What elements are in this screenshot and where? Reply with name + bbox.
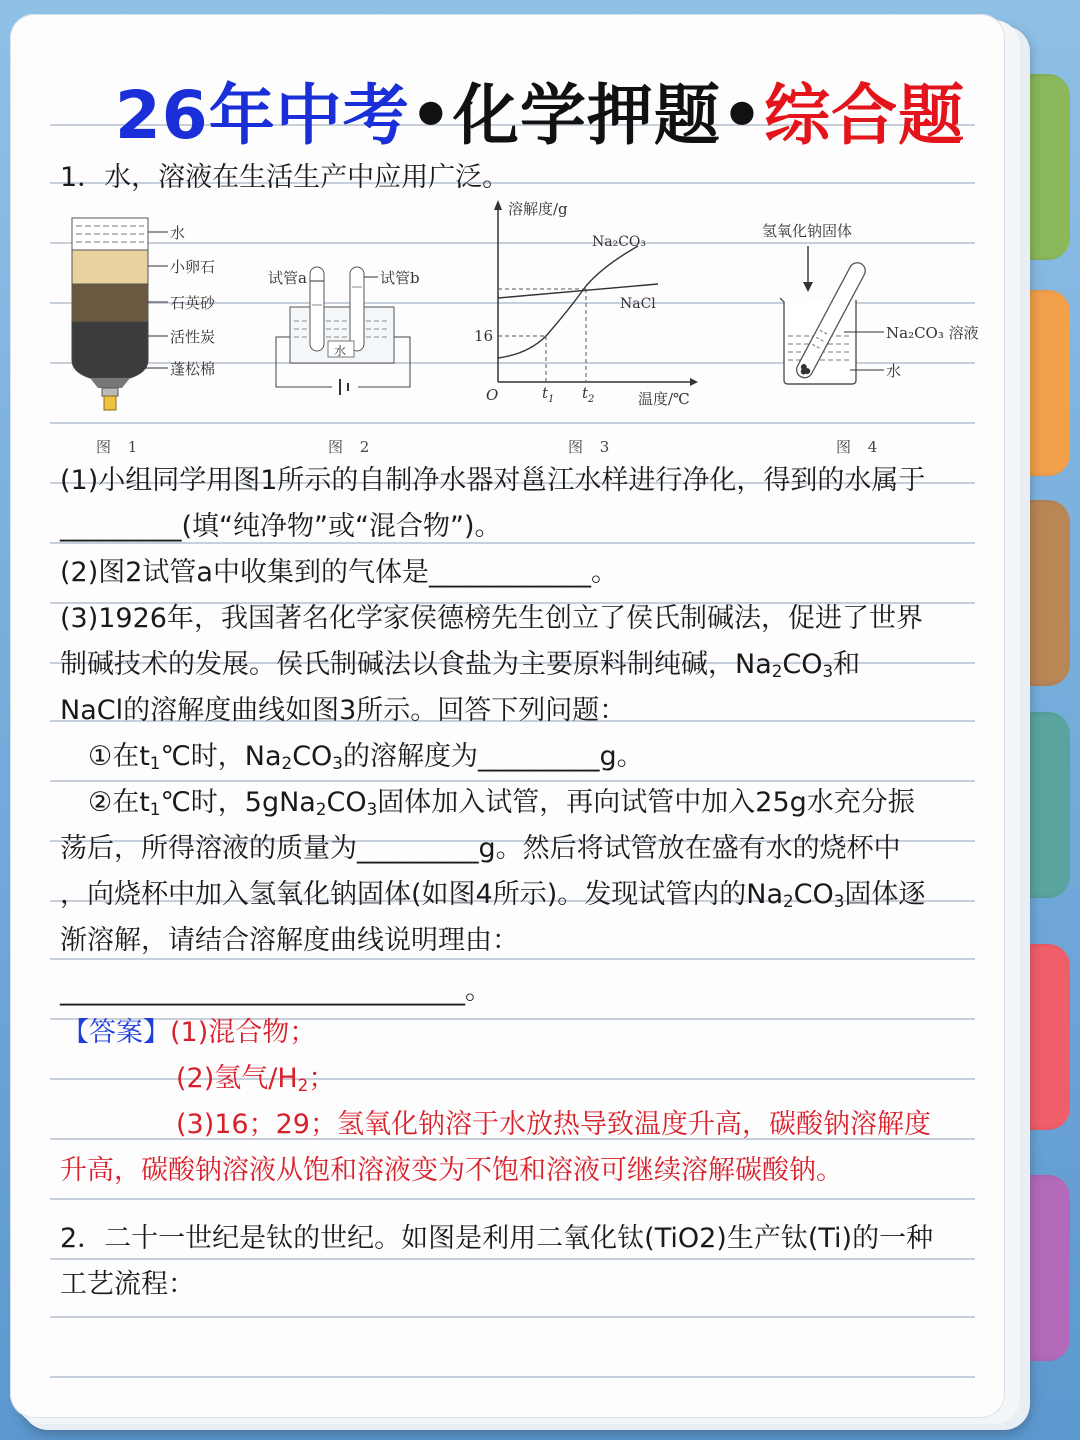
q1-sub2-answer-blank: ______________________________。 <box>60 975 492 1006</box>
fig3-series-na2co3: Na₂CO₃ <box>592 234 647 250</box>
fig3-x-tick-t2: $t_2$ <box>582 384 595 405</box>
fig1-label-quartz-sand: 石英砂 <box>170 294 216 312</box>
q1-part1-line2: _________(填“纯净物”或“混合物”)。 <box>60 511 502 542</box>
fig4-label-naoh-solid: 氢氧化钠固体 <box>762 222 853 240</box>
fig3-origin: O <box>486 386 499 404</box>
figure-4-beaker <box>760 212 996 402</box>
fig1-label-water: 水 <box>170 224 186 242</box>
fig1-label-cotton: 蓬松棉 <box>170 360 216 378</box>
title-part3: 综合题 <box>764 77 966 154</box>
q1-sub2-line1: ②在$t_1℃$时，$5gNa_2CO_3$固体加入试管，再向试管中加入25g水充分振 <box>88 787 915 820</box>
fig4-label-water: 水 <box>886 362 902 380</box>
answer-1: (1)混合物； <box>170 1017 317 1048</box>
title-dot: • <box>409 77 453 154</box>
fig3-series-nacl: NaCl <box>620 296 656 312</box>
q1-part3-line2: 制碱技术的发展。侯氏制碱法以食盐为主要原料制纯碱，$Na_2CO_3$和 <box>60 649 861 682</box>
question-1-stem: 1．水，溶液在生活生产中应用广泛。 <box>60 162 510 193</box>
question-2-line1: 2．二十一世纪是钛的世纪。如图是利用二氧化钛(TiO2)生产钛(Ti)的一种 <box>60 1223 934 1254</box>
fig1-label-pebbles: 小卵石 <box>170 258 216 276</box>
figure-3-caption: 图 3 <box>568 438 616 456</box>
fig2-label-tube-b: 试管b <box>380 269 420 287</box>
answer-2: (2)氢气$/H_2$； <box>176 1063 336 1096</box>
figure-2-electrolysis <box>262 245 442 405</box>
figure-2-caption: 图 2 <box>328 438 376 456</box>
q1-part2: (2)图2试管a中收集到的气体是____________。 <box>60 557 618 588</box>
q1-sub2-line4: 渐溶解，请结合溶解度曲线说明理由： <box>60 925 519 956</box>
q1-part3-line1: (3)1926年，我国著名化学家侯德榜先生创立了侯氏制碱法，促进了世界 <box>60 603 923 634</box>
figure-1-water-filter <box>60 210 230 415</box>
q1-part1-line1: (1)小组同学用图1所示的自制净水器对邕江水样进行净化，得到的水属于 <box>60 465 926 496</box>
q1-sub2-line3: ，向烧杯中加入氢氧化钠固体(如图4所示)。发现试管内的$Na_2CO_3$固体逐 <box>60 879 926 912</box>
fig3-y-tick-16: 16 <box>474 327 494 345</box>
q1-sub2-line2: 荡后，所得溶液的质量为_________g。然后将试管放在盛有水的烧杯中 <box>60 833 901 864</box>
title-part1: 26年中考 <box>114 77 410 154</box>
fig4-label-na2co3-solution: Na₂CO₃ 溶液 <box>886 324 979 342</box>
figure-1-caption: 图 1 <box>96 438 144 456</box>
fig2-label-tube-a: 试管a <box>268 269 307 287</box>
figure-3-solubility-chart <box>468 196 708 416</box>
q1-part3-line3: NaCl的溶解度曲线如图3所示。回答下列问题： <box>60 695 627 726</box>
fig3-x-tick-t1: $t_1$ <box>542 384 555 405</box>
answer-3-line2: 升高，碳酸钠溶液从饱和溶液变为不饱和溶液可继续溶解碳酸钠。 <box>60 1155 843 1186</box>
q1-sub1: ①在$t_1℃$时，$Na_2CO_3$的溶解度为_________g。 <box>88 741 644 774</box>
fig3-x-axis-label: 温度/℃ <box>638 390 690 408</box>
title-part2: 化学押题 <box>452 77 721 154</box>
page-title <box>0 62 1080 157</box>
answer-label: 【答案】(1)混合物； <box>62 1017 317 1048</box>
question-2-line2: 工艺流程： <box>60 1269 195 1300</box>
na2co3-curve <box>498 246 638 358</box>
fig2-label-water: 水 <box>334 344 347 358</box>
figure-4-caption: 图 4 <box>836 438 884 456</box>
fig1-label-activated-carbon: 活性炭 <box>170 328 216 346</box>
title-dot: • <box>720 77 765 154</box>
answer-3-line1: (3)16；29；氢氧化钠溶于水放热导致温度升高，碳酸钠溶解度 <box>176 1109 931 1140</box>
fig3-y-axis-label: 溶解度/g <box>508 200 568 218</box>
